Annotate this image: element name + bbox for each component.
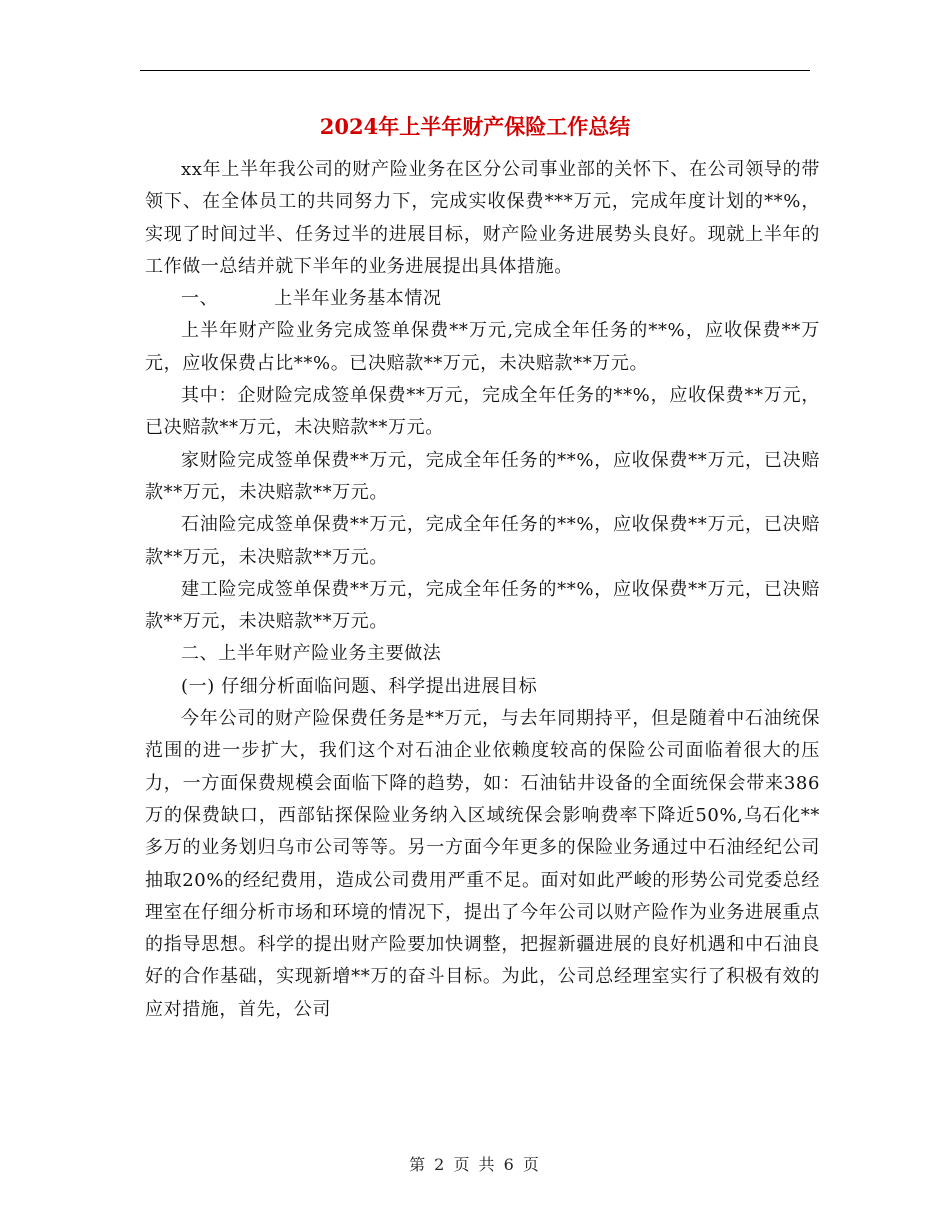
section-one-heading — [145, 283, 820, 315]
section-two-heading: 二、上半年财产险业务主要做法 — [181, 643, 442, 665]
petroleum-insurance-paragraph: 石油险完成签单保费**万元，完成全年任务的**%，应收保费**万元，已决赔款**万元，未决赔款**万元。 — [145, 514, 820, 568]
subsection-one-heading: (一) 仔细分析面临问题、科学提出进展目标 — [181, 675, 538, 697]
section-one-number: 一、 — [181, 288, 219, 310]
household-property-paragraph: 家财险完成签单保费**万元，完成全年任务的**%，应收保费**万元，已决赔款**万元，未决赔款**万元。 — [145, 449, 820, 503]
enterprise-property-paragraph: 其中：企财险完成签单保费**万元，完成全年任务的**%，应收保费**万元，已决赔款**万元，未决赔款**万元。 — [145, 385, 820, 439]
header-rule — [140, 70, 810, 71]
summary-paragraph: 上半年财产险业务完成签单保费**万元,完成全年任务的**%，应收保费**万元，应收保费占比**%。已决赔款**万元，未决赔款**万元。 — [145, 320, 820, 374]
analysis-paragraph: 今年公司的财产险保费任务是**万元，与去年同期持平，但是随着中石油统保范围的进一步扩大，我们这个对石油企业依赖度较高的保险公司面临着很大的压力，一方面保费规模会面临下降的趋势，如：石油钻井设备的全面统保会带来386万的保费缺口，西部钻探保险业务纳入区域统保会影响费率下降近50%,乌石化**多万的业务划归乌市公司等等。另一方面今年更多的保险业务通过中石油经纪公司抽取20%的经纪费用，造成公司费用严重不足。面对如此严峻的形势公司党委总经理室在仔细分析市场和环境的情况下，提出了今年公司以财产险作为业务进展重点的指导思想。科学的提出财产险要加快调整，把握新疆进展的良好机遇和中石油良好的合作基础，实现新增**万的奋斗目标。为此，公司总经理室实行了积极有效的应对措施，首先，公司 — [145, 708, 820, 1020]
document-title: 2024年上半年财产保险工作总结 — [319, 114, 631, 139]
document-body — [145, 154, 820, 1026]
section-one-title: 上半年业务基本情况 — [274, 288, 442, 310]
construction-insurance-paragraph: 建工险完成签单保费**万元，完成全年任务的**%，应收保费**万元，已决赔款**万元，未决赔款**万元。 — [145, 578, 820, 633]
intro-paragraph: xx年上半年我公司的财产险业务在区分公司事业部的关怀下、在公司领导的带领下、在全体员工的共同努力下，完成实收保费***万元，完成年度计划的**%，实现了时间过半、任务过半的进展目标，财产险业务进展势头良好。现就上半年的工作做一总结并就下半年的业务进展提出具体措施。 — [145, 159, 820, 277]
page-number: 第 2 页 共 6 页 — [409, 1155, 541, 1174]
